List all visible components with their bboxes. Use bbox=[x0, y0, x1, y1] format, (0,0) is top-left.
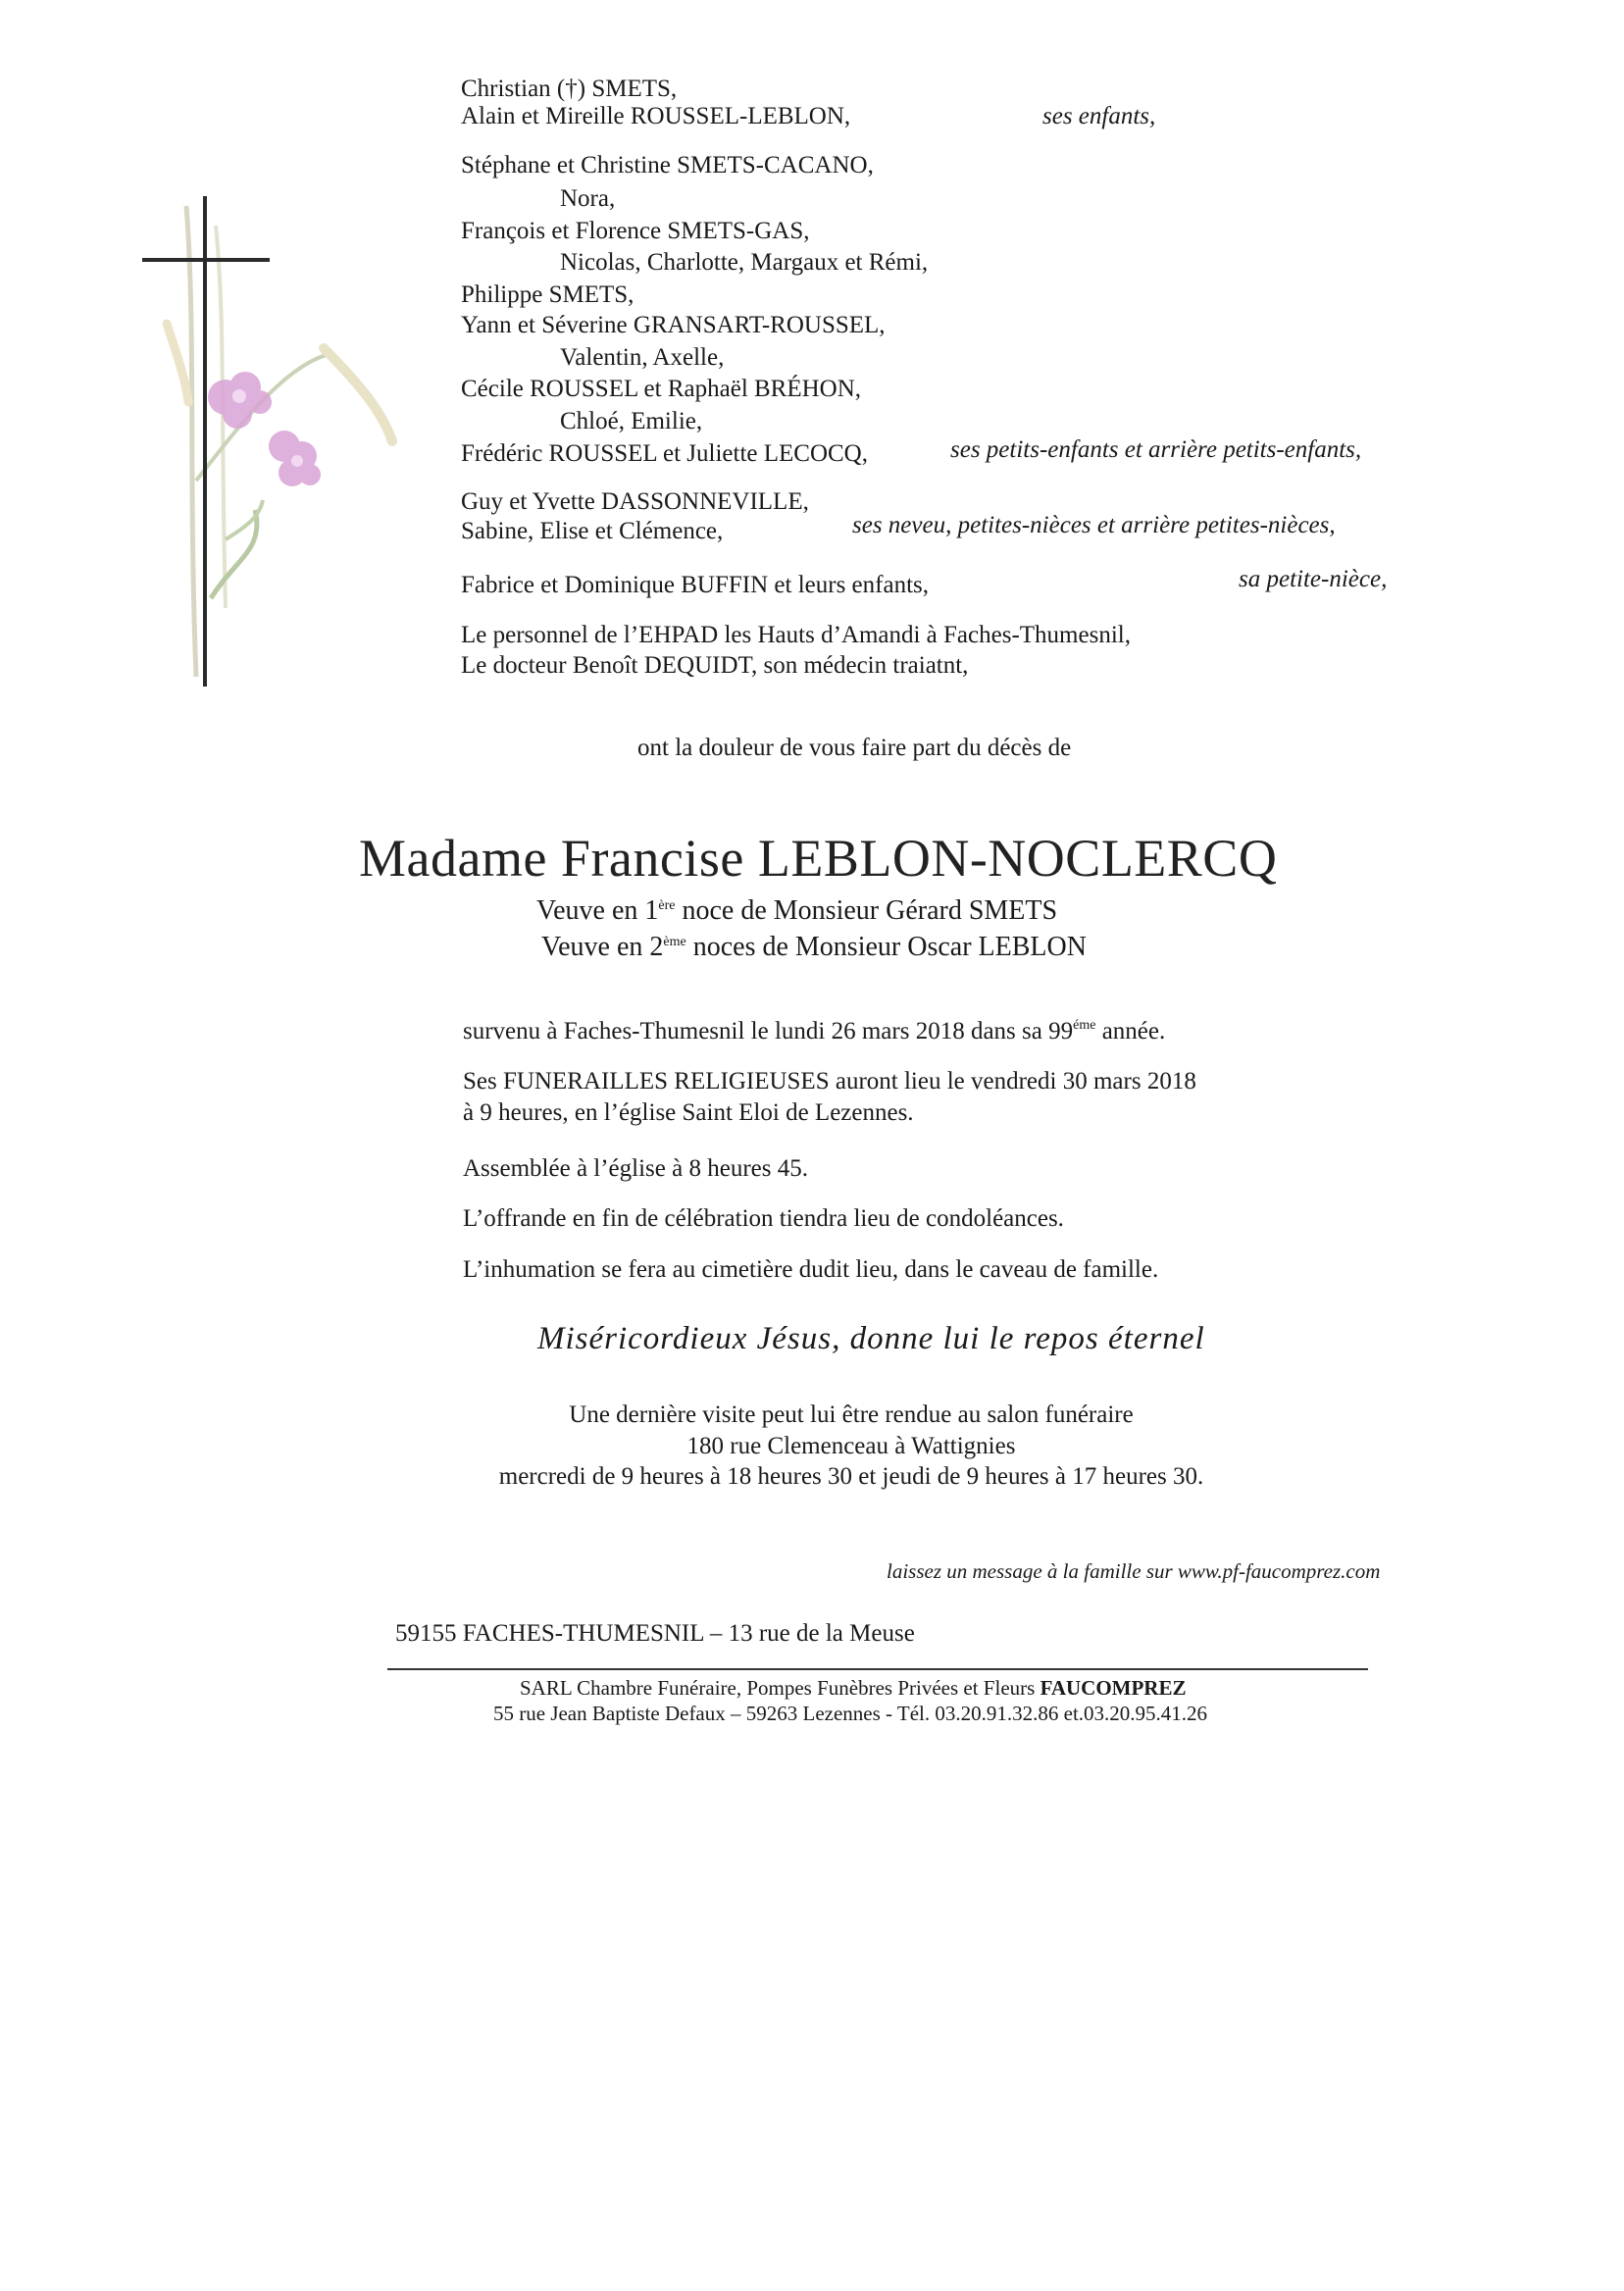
family-line-12: Frédéric ROUSSEL et Juliette LECOCQ, bbox=[461, 440, 868, 467]
website-link[interactable]: laissez un message à la famille sur www.pf-faucomprez.com bbox=[887, 1559, 1381, 1583]
address-text: 59155 FACHES-THUMESNIL – 13 rue de la Meuse bbox=[395, 1620, 915, 1647]
family-line-1: Christian (†) SMETS, bbox=[461, 76, 678, 102]
family-line-15: Fabrice et Dominique BUFFIN et leurs enfants, bbox=[461, 572, 929, 598]
role-nephews: ses neveu, petites-nièces et arrière petites-nièces, bbox=[852, 512, 1336, 538]
family-line-7: Philippe SMETS, bbox=[461, 281, 634, 308]
role-grandchildren: ses petits-enfants et arrière petits-enfants, bbox=[950, 436, 1362, 463]
funeral-line-1: Ses FUNERAILLES RELIGIEUSES auront lieu le vendredi 30 mars 2018 bbox=[463, 1068, 1196, 1095]
family-line-5: François et Florence SMETS-GAS, bbox=[461, 218, 810, 244]
offering-text: L’offrande en fin de célébration tiendra lieu de condoléances. bbox=[463, 1205, 1064, 1232]
family-line-16: Le personnel de l’EHPAD les Hauts d’Amandi à Faches-Thumesnil, bbox=[461, 622, 1131, 648]
footer-contact: 55 rue Jean Baptiste Defaux – 59263 Lezennes - Tél. 03.20.91.32.86 et.03.20.95.41.26 bbox=[493, 1702, 1208, 1725]
cross-with-flowers-icon bbox=[127, 186, 412, 696]
family-line-11: Chloé, Emilie, bbox=[560, 408, 703, 434]
widow-line-1: Veuve en 1ère noce de Monsieur Gérard SMETS bbox=[536, 895, 1058, 926]
widow-line-2: Veuve en 2ème noces de Monsieur Oscar LEBLON bbox=[541, 932, 1087, 962]
deceased-name: Madame Francise LEBLON-NOCLERCQ bbox=[359, 829, 1278, 888]
family-line-2: Alain et Mireille ROUSSEL-LEBLON, bbox=[461, 103, 851, 129]
family-line-4: Nora, bbox=[560, 185, 616, 212]
family-line-6: Nicolas, Charlotte, Margaux et Rémi, bbox=[560, 249, 929, 276]
assembly-text: Assemblée à l’église à 8 heures 45. bbox=[463, 1155, 808, 1182]
family-line-10: Cécile ROUSSEL et Raphaël BRÉHON, bbox=[461, 376, 862, 402]
family-line-14: Sabine, Elise et Clémence, bbox=[461, 518, 724, 544]
family-line-9: Valentin, Axelle, bbox=[560, 344, 725, 371]
death-details: survenu à Faches-Thumesnil le lundi 26 mars 2018 dans sa $99^{éme}$ année. bbox=[463, 1018, 1166, 1044]
burial-text: L’inhumation se fera au cimetière dudit lieu, dans le caveau de famille. bbox=[463, 1256, 1159, 1283]
role-grandniece: sa petite-nièce, bbox=[1239, 566, 1388, 592]
announcement-text: ont la douleur de vous faire part du décès de bbox=[637, 735, 1072, 761]
family-line-3: Stéphane et Christine SMETS-CACANO, bbox=[461, 152, 874, 178]
footer-company: SARL Chambre Funéraire, Pompes Funèbres Privées et Fleurs FAUCOMPREZ bbox=[520, 1676, 1187, 1700]
visit-line-2: 180 rue Clemenceau à Wattignies bbox=[686, 1433, 1016, 1459]
role-children: ses enfants, bbox=[1042, 103, 1156, 129]
family-line-8: Yann et Séverine GRANSART-ROUSSEL, bbox=[461, 312, 886, 338]
visit-line-1: Une dernière visite peut lui être rendue au salon funéraire bbox=[569, 1401, 1134, 1428]
family-line-17: Le docteur Benoît DEQUIDT, son médecin traiatnt, bbox=[461, 652, 969, 679]
footer-divider bbox=[387, 1668, 1368, 1670]
funeral-line-2: à 9 heures, en l’église Saint Eloi de Lezennes. bbox=[463, 1099, 914, 1126]
visit-line-3: mercredi de 9 heures à 18 heures 30 et jeudi de 9 heures à 17 heures 30. bbox=[498, 1463, 1204, 1490]
family-line-13: Guy et Yvette DASSONNEVILLE, bbox=[461, 488, 809, 515]
prayer-text: Miséricordieux Jésus, donne lui le repos éternel bbox=[537, 1321, 1205, 1356]
